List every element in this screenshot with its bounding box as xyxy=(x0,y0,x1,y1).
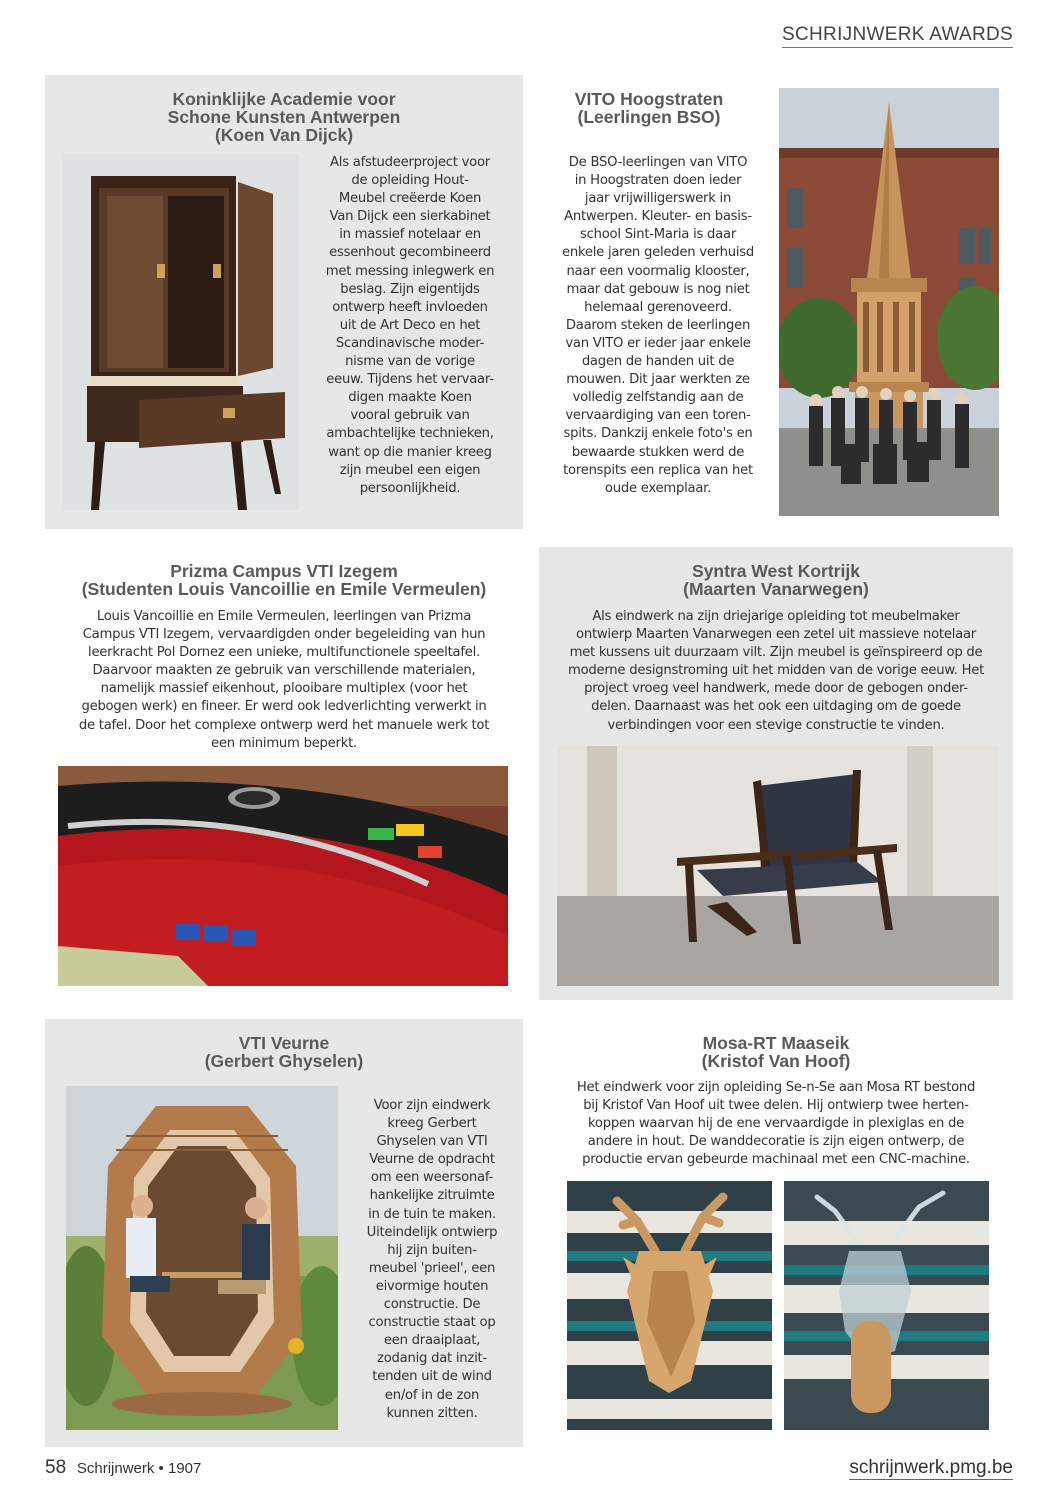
armchair-photo xyxy=(557,746,999,986)
game-table-photo xyxy=(58,766,508,986)
article-title-syntra: Syntra West Kortrijk (Maarten Vanarwegen) xyxy=(683,561,869,599)
tower-spire-photo xyxy=(779,88,999,516)
article-body-vito: De BSO-leerlingen van VITO in Hoogstraten doen ieder jaar vrijwilligerswerk in Antwerpen. Kleuter- en basis- school Sint-Maria is daar enkele jaren geleden verhuisd naar een voormalig klooster, maar dat gebouw is nog niet helemaal gerenoveerd. Daarom steken de leerlingen van VITO er ieder jaar enkele dagen de handen uit de mouwen. Dit jaar werkten ze volledig zelfstandig aan de vervaardiging van een toren- spits. Dankzij enkele foto's en bewaarde stukken werd de torenspits een replica van het oude exemplaar. xyxy=(561,155,755,496)
section-title: SCHRIJNWERK AWARDS xyxy=(782,24,1013,48)
article-body-mosa: Het eindwerk voor zijn opleiding Se-n-Se aan Mosa RT bestond bij Kristof Van Hoof uit twee delen. Hij ontwierp twee herten- koppen waarvan hij de ene vervaardigde in plexiglas en de andere in hout. De wanddecoratie is zijn eigen ontwerp, de productie ervan gebeurde machinaal met een CNC-machine. xyxy=(576,1080,976,1168)
article-body-academie: Als afstudeerproject voor de opleiding Hout- Meubel creëerde Koen Van Dijck een sierkabinet in massief notelaar en essenhout gecombineerd met messing inlegwerk en beslag. Zijn eigentijds ontwerp heeft invloeden uit de Art Deco en het Scandinavische moder- nisme van de vorige eeuw. Tijdens het vervaar- digen maakte Koen vooral gebruik van ambachtelijke technieken, want op die manier kreeg zijn meubel een eigen persoonlijkheid. xyxy=(325,155,495,496)
article-title-prizma: Prizma Campus VTI Izegem (Studenten Louis Vancoillie en Emile Vermeulen) xyxy=(81,561,487,599)
garden-pavilion-photo xyxy=(66,1086,338,1430)
footer-folio xyxy=(45,1457,201,1479)
deer-heads-photo xyxy=(567,1181,989,1430)
article-title-veurne: VTI Veurne (Gerbert Ghyselen) xyxy=(204,1033,364,1071)
article-body-veurne: Voor zijn eindwerk kreeg Gerbert Ghyselen van VTI Veurne de opdracht om een weersonaf- hankelijke zitruimte in de tuin te maken. Uiteindelijk ontwierp hij zijn buiten- meubel 'prieel', een eivormige houten constructie. De constructie staat op een draaiplaat, zodanig dat inzit- tenden uit de wind en/of in de zon kunnen zitten. xyxy=(366,1098,498,1421)
article-title-vito: VITO Hoogstraten (Leerlingen BSO) xyxy=(574,89,724,127)
website-link[interactable]: schrijnwerk.pmg.be xyxy=(849,1457,1013,1478)
page-number: 58 xyxy=(45,1457,67,1478)
article-title-academie: Koninklijke Academie voor Schone Kunsten Antwerpen (Koen Van Dijck) xyxy=(167,89,401,145)
article-title-mosa: Mosa-RT Maaseik (Kristof Van Hoof) xyxy=(701,1033,851,1071)
article-body-syntra: Als eindwerk na zijn driejarige opleiding tot meubelmaker ontwierp Maarten Vanarwegen een zetel uit massieve notelaar met kussens uit duurzaam vilt. Zijn meubel is geïnspireerd op de moderne designstroming uit het midden van de vorige eeuw. Het project vroeg veel handwerk, mede door de gebogen onder- delen. Daarnaast was het ook een uitdaging om de goede verbindingen voor een stevige constructie te vinden. xyxy=(567,609,985,733)
cabinet-photo xyxy=(63,154,299,510)
magazine-issue: Schrijnwerk • 1907 xyxy=(76,1460,202,1477)
article-body-prizma: Louis Vancoillie en Emile Vermeulen, leerlingen van Prizma Campus VTI Izegem, vervaardigden onder begeleiding van hun leerkracht Pol Dornez een unieke, multifunctionele speeltafel. Daarvoor maakten ze gebruik van verschillende materialen, namelijk massief eikenhout, plooibare multiplex (voor het gebogen werk) en fineer. Er werd ook ledverlichting verwerkt in de tafel. Door het complexe ontwerp werd het manuele werk tot een minimum beperkt. xyxy=(78,609,490,751)
